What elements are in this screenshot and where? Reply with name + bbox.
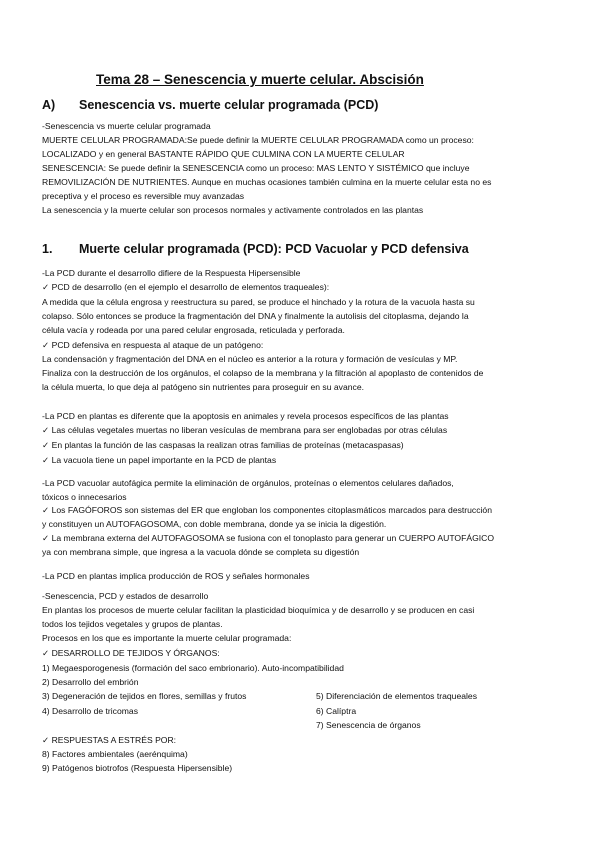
section-a-title: Senescencia vs. muerte celular programada (PCD)	[79, 98, 379, 112]
checklist-item: ✓ Los FAGÓFOROS son sistemas del ER que engloban los componentes citoplasmáticos marcados para destrucción	[42, 505, 492, 515]
text-line: La senescencia y la muerte celular son procesos normales y activamente controlados en las plantas	[42, 205, 424, 215]
checklist-item: ✓ RESPUESTAS A ESTRÉS POR:	[42, 735, 177, 745]
section-a-number: A)	[42, 98, 56, 112]
text-line: LOCALIZADO y en general BASTANTE RÁPIDO QUE CULMINA CON LA MUERTE CELULAR	[42, 149, 405, 159]
text-line: ya con membrana simple, que ingresa a la vacuola dónde se completa su digestión	[42, 547, 360, 557]
text-line: colapso. Sólo entonces se produce la fragmentación del DNA y finalmente la autolisis del citoplasma, dejando la	[42, 311, 469, 321]
checklist-item: ✓ PCD defensiva en respuesta al ataque de un patógeno:	[42, 340, 264, 350]
text-line: todos los tejidos vegetales y grupos de plantas.	[42, 619, 223, 629]
text-line: preceptiva y el proceso es reversible muy avanzadas	[42, 191, 245, 201]
checklist-item: ✓ PCD de desarrollo (en el ejemplo el desarrollo de elementos traqueales):	[42, 282, 330, 292]
text-line: -La PCD durante el desarrollo difiere de la Respuesta Hipersensible	[42, 268, 301, 278]
list-item: 1) Megaesporogenesis (formación del saco embrionario). Auto-incompatibilidad	[42, 663, 344, 673]
section-1-number: 1.	[42, 242, 53, 256]
list-item: 3) Degeneración de tejidos en flores, semillas y frutos	[42, 691, 247, 701]
text-line: célula vacía y rodeada por una pared celular engrosada, reticulada y perforada.	[42, 325, 345, 335]
text-line: Finaliza con la destrucción de los orgánulos, el colapso de la membrana y la filtración al apoplasto de contenidos de	[42, 368, 484, 378]
list-item: 8) Factores ambientales (aerénquima)	[42, 749, 188, 759]
text-line: -La PCD en plantas implica producción de ROS y señales hormonales	[42, 571, 310, 581]
text-line: -Senescencia vs muerte celular programada	[42, 121, 211, 131]
checklist-item: ✓ En plantas la función de las caspasas la realizan otras familias de proteínas (metacaspasas)	[42, 440, 404, 450]
text-line: La condensación y fragmentación del DNA en el núcleo es anterior a la rotura y formación de vesículas y MP.	[42, 354, 458, 364]
list-item: 5) Diferenciación de elementos traqueales	[316, 691, 477, 701]
text-line: SENESCENCIA: Se puede definir la SENESCENCIA como un proceso: MAS LENTO Y SISTÉMICO que incluye	[42, 163, 470, 173]
text-line: REMOVILIZACIÓN DE NUTRIENTES. Aunque en muchas ocasiones también culmina en la muerte celular esta no es	[42, 177, 492, 187]
text-line: MUERTE CELULAR PROGRAMADA:Se puede definir la MUERTE CELULAR PROGRAMADA como un proceso:	[42, 135, 474, 145]
page-title: Tema 28 – Senescencia y muerte celular. Abscisión	[96, 72, 424, 87]
checklist-item: ✓ La membrana externa del AUTOFAGOSOMA se fusiona con el tonoplasto para generar un CUERPO AUTOFÁGICO	[42, 533, 495, 543]
list-item: 2) Desarrollo del embrión	[42, 677, 139, 687]
text-line: y constituyen un AUTOFAGOSOMA, con doble membrana, donde ya se inicia la digestión.	[42, 519, 387, 529]
list-item: 6) Calíptra	[316, 706, 357, 716]
text-line: A medida que la célula engrosa y reestructura su pared, se produce el hinchado y la rotura de la vacuola hasta su	[42, 297, 475, 307]
checklist-item: ✓ La vacuola tiene un papel importante en la PCD de plantas	[42, 455, 277, 465]
section-1-heading	[42, 242, 469, 256]
text-line: -La PCD en plantas es diferente que la apoptosis en animales y revela procesos específicos de las plantas	[42, 411, 449, 421]
checklist-item: ✓ Las células vegetales muertas no liberan vesículas de membrana para ser englobadas por otras células	[42, 425, 448, 435]
section-a-heading	[42, 98, 378, 112]
checklist-item: ✓ DESARROLLO DE TEJIDOS Y ÓRGANOS:	[42, 648, 220, 658]
text-line: la célula muerta, lo que deja al patógeno sin nutrientes para proseguir en su avance.	[42, 382, 364, 392]
section-1-title: Muerte celular programada (PCD): PCD Vacuolar y PCD defensiva	[79, 242, 469, 256]
text-line: -La PCD vacuolar autofágica permite la eliminación de orgánulos, proteínas o elementos celulares dañados,	[42, 478, 454, 488]
list-item: 7) Senescencia de órganos	[316, 720, 421, 730]
text-line: -Senescencia, PCD y estados de desarrollo	[42, 591, 209, 601]
list-item: 4) Desarrollo de tricomas	[42, 706, 138, 716]
text-line: En plantas los procesos de muerte celular facilitan la plasticidad bioquímica y de desarrollo y se producen en casi	[42, 605, 475, 615]
text-line: Procesos en los que es importante la muerte celular programada:	[42, 633, 292, 643]
list-item: 9) Patógenos biotrofos (Respuesta Hipersensible)	[42, 763, 233, 773]
text-line: tóxicos o innecesarios	[42, 492, 127, 502]
